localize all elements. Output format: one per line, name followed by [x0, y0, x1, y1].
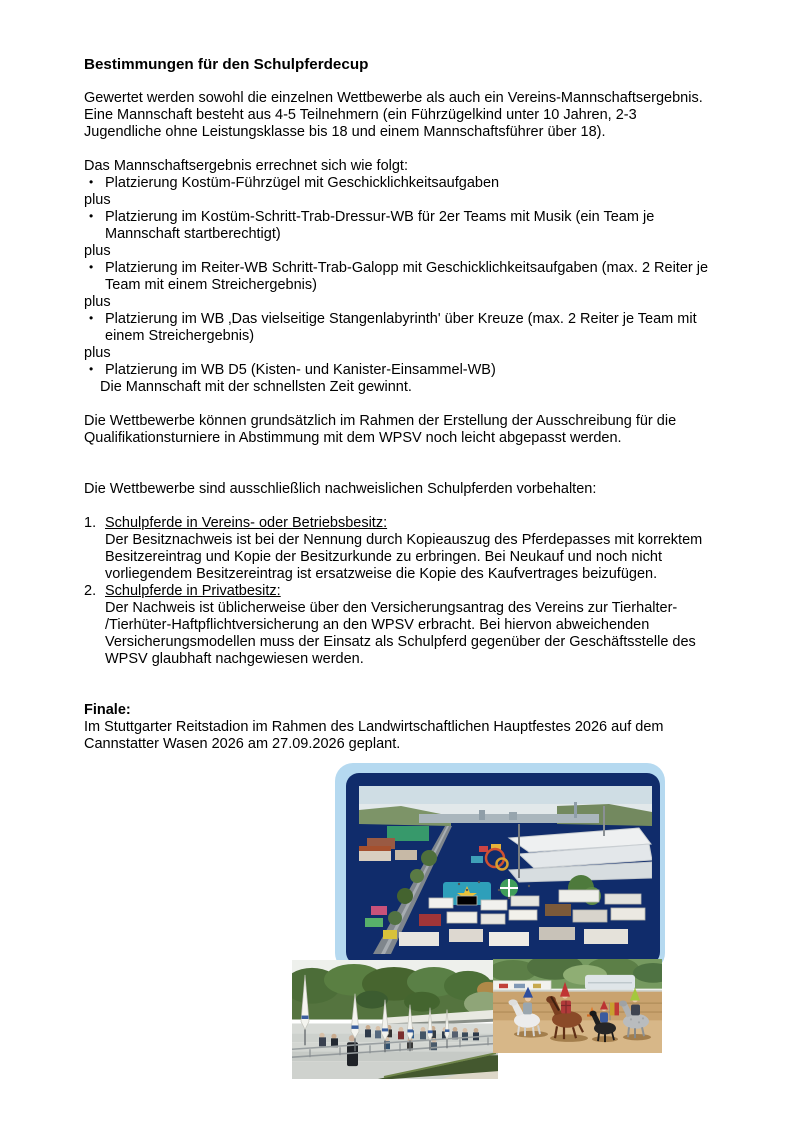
- text-line: Im Stuttgarter Reitstadion im Rahmen des Landwirtschaftlichen Hauptfestes 2026 auf dem: [84, 719, 664, 735]
- item-line: Der Nachweis ist üblicherweise über den Versicherungsantrag des Vereins zur Tierhalter-: [105, 600, 678, 616]
- bullet-item: [84, 260, 732, 277]
- bullet-item: [84, 362, 732, 379]
- item-line: WPSV glaubhaft nachgewiesen werden.: [105, 651, 364, 667]
- bullet-line: Platzierung im Reiter-WB Schritt-Trab-Galopp mit Geschicklichkeitsaufgaben (max. 2 Reiter je: [105, 260, 709, 276]
- festival-photo-frame-border: [346, 773, 660, 965]
- bullet-marker: •: [89, 311, 94, 325]
- item-line: vorliegendem Besitzereintrag ist ersatzweise die Kopie des Kaufvertrages beizufügen.: [105, 566, 658, 582]
- bullet-line: Mannschaft startberechtigt): [105, 226, 281, 242]
- bullet-line: Platzierung im WB D5 (Kisten- und Kanister-Einsammel-WB): [105, 362, 496, 378]
- numbered-list: [84, 515, 732, 668]
- intro-paragraph: [84, 90, 732, 141]
- text-line: Cannstatter Wasen 2026 am 27.09.2026 geplant.: [84, 736, 401, 752]
- finale-heading: Finale:: [84, 702, 131, 718]
- bullet-item: [84, 311, 732, 328]
- item-number: 1.: [84, 515, 97, 531]
- bullet-item: [84, 175, 732, 192]
- costume-riders-photo-art: [493, 959, 662, 1053]
- item-heading: Schulpferde in Privatbesitz:: [105, 583, 281, 599]
- bullet-line: Platzierung im WB ‚Das vielseitige Stangenlabyrinth' über Kreuze (max. 2 Reiter je Team mit: [105, 311, 697, 327]
- bullet-line: einem Streichergebnis): [105, 328, 255, 344]
- bullet-marker: •: [89, 209, 94, 223]
- bullet-list: [84, 175, 732, 396]
- item-line: Der Besitznachweis ist bei der Nennung durch Kopieauszug des Pferdepasses mit korrektem: [105, 532, 703, 548]
- text-column: [84, 56, 732, 753]
- festival-aerial-photo: [359, 786, 652, 954]
- plus-line: plus: [84, 294, 111, 310]
- festival-photo-frame: [335, 763, 665, 971]
- bullet-line: Platzierung im Kostüm-Schritt-Trab-Dressur-WB für 2er Teams mit Musik (ein Team je: [105, 209, 655, 225]
- text-line: Eine Mannschaft besteht aus 4-5 Teilnehmern (ein Führzügelkind unter 10 Jahren, 2-3: [84, 107, 637, 123]
- item-number: 2.: [84, 583, 97, 599]
- bullet-marker: •: [89, 175, 94, 189]
- costume-riders-photo: [493, 959, 662, 1053]
- grandstand-photo-art: [292, 960, 498, 1079]
- bullet-note-line: Die Mannschaft mit der schnellsten Zeit gewinnt.: [100, 379, 412, 395]
- bullet-line: Team mit einem Streichergebnis): [105, 277, 317, 293]
- plus-line: plus: [84, 243, 111, 259]
- numbered-item: [84, 583, 732, 600]
- festival-aerial-photo-art: [359, 786, 652, 954]
- text-line: Jugendliche ohne Leistungsklasse bis 18 und einem Mannschaftsführer über 18).: [84, 124, 606, 140]
- bullet-item: [84, 209, 732, 226]
- text-line: Die Wettbewerbe können grundsätzlich im Rahmen der Erstellung der Ausschreibung für die: [84, 413, 677, 429]
- finale-paragraph: [84, 719, 732, 753]
- plus-line: plus: [84, 192, 111, 208]
- grandstand-photo: [292, 960, 498, 1079]
- item-heading: Schulpferde in Vereins- oder Betriebsbesitz:: [105, 515, 388, 531]
- results-heading: Das Mannschaftsergebnis errechnet sich wie folgt:: [84, 158, 408, 174]
- text-line: Qualifikationsturniere in Abstimmung mit dem WPSV noch leicht abgepasst werden.: [84, 430, 622, 446]
- bullet-line: Platzierung Kostüm-Führzügel mit Geschicklichkeitsaufgaben: [105, 175, 500, 191]
- adjust-paragraph: [84, 413, 732, 447]
- item-line: Besitzereintrag und Kopie der Besitzurkunde zu erbringen. Bei Neukauf und noch nicht: [105, 549, 662, 565]
- bullet-marker: •: [89, 260, 94, 274]
- eligibility-heading: Die Wettbewerbe sind ausschließlich nachweislichen Schulpferden vorbehalten:: [84, 481, 597, 497]
- text-line: Gewertet werden sowohl die einzelnen Wettbewerbe als auch ein Vereins-Mannschaftsergebnis.: [84, 90, 703, 106]
- item-line: /Tierhüter-Haftpflichtversicherung an den WPSV erbracht. Bei hiervon abweichenden: [105, 617, 650, 633]
- numbered-item: [84, 515, 732, 532]
- plus-line: plus: [84, 345, 111, 361]
- bullet-marker: •: [89, 362, 94, 376]
- item-line: Versicherungsmodellen muss der Einsatz als Schulpferd gegenüber der Geschäftsstelle des: [105, 634, 696, 650]
- doc-title: Bestimmungen für den Schulpferdecup: [84, 56, 369, 73]
